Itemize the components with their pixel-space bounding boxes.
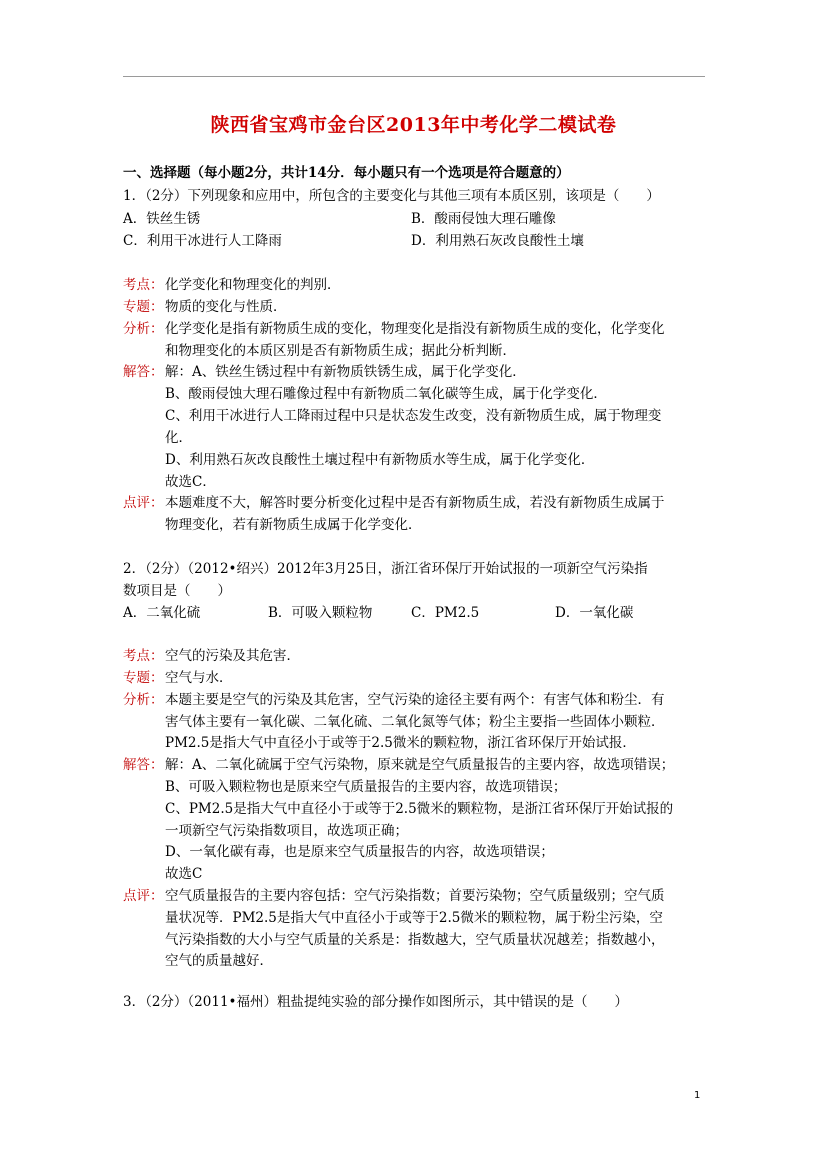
q2-dianping-line3: 气污染指数的大小与空气质量的关系是：指数越大，空气质量状况越差；指数越小， — [165, 932, 665, 948]
q2-option-c: C．PM2.5 — [411, 605, 480, 621]
q2-jieda-line3: C、PM2.5是指大气中直径小于或等于2.5微米的颗粒物，是浙江省环保厅开始试报的 — [165, 801, 674, 817]
q2-stem-line2: 数项目是（ ） — [123, 583, 231, 599]
q2-dianping-label: 点评： — [123, 888, 164, 904]
q2-zhuanti-label: 专题： — [123, 670, 164, 686]
q1-stem: 1．（2分）下列现象和应用中，所包含的主要变化与其他三项有本质区别，该项是（ ） — [123, 188, 660, 204]
q2-kaodian: 空气的污染及其危害． — [165, 648, 300, 664]
q2-option-b: B．可吸入颗粒物 — [268, 605, 373, 621]
page-number: 1 — [694, 1090, 701, 1101]
q2-dianping-line2: 量状况等．PM2.5是指大气中直径小于或等于2.5微米的颗粒物，属于粉尘污染，空 — [165, 910, 663, 926]
q1-dianping-label: 点评： — [123, 495, 164, 511]
q2-fenxi-line3: PM2.5是指大气中直径小于或等于2.5微米的颗粒物，浙江省环保厅开始试报． — [165, 735, 636, 751]
q2-option-d: D．一氧化碳 — [555, 605, 634, 621]
q2-jieda-line2: B、可吸入颗粒物也是原来空气质量报告的主要内容，故选项错误； — [165, 779, 567, 795]
q2-option-a: A．二氧化硫 — [123, 605, 201, 621]
q2-zhuanti: 空气与水． — [165, 670, 233, 686]
q1-option-b: B．酸雨侵蚀大理石雕像 — [411, 211, 556, 227]
q1-jieda-line3: C、利用干冰进行人工降雨过程中只是状态发生改变，没有新物质生成，属于物理变 — [165, 408, 662, 424]
q1-fenxi-label: 分析： — [123, 321, 164, 337]
q2-fenxi-line1: 本题主要是空气的污染及其危害，空气污染的途径主要有两个：有害气体和粉尘．有 — [165, 692, 665, 708]
q1-fenxi-line2: 和物理变化的本质区别是否有新物质生成；据此分析判断． — [165, 343, 516, 359]
q1-jieda-line5: D、利用熟石灰改良酸性土壤过程中有新物质水等生成，属于化学变化． — [165, 452, 595, 468]
q1-option-d: D．利用熟石灰改良酸性土壤 — [411, 233, 584, 249]
q2-dianping-line1: 空气质量报告的主要内容包括：空气污染指数；首要污染物；空气质量级别；空气质 — [165, 888, 665, 904]
q1-jieda-line1: 解：A、铁丝生锈过程中有新物质铁锈生成，属于化学变化． — [165, 364, 526, 380]
q2-jieda-label: 解答： — [123, 757, 164, 773]
q1-dianping-line2: 物理变化，若有新物质生成属于化学变化． — [165, 517, 422, 533]
q1-jieda-label: 解答： — [123, 364, 164, 380]
section-heading: 一、选择题（每小题2分，共计14分．每小题只有一个选项是符合题意的） — [123, 165, 570, 181]
page-title: 陕西省宝鸡市金台区2013年中考化学二模试卷 — [210, 114, 617, 136]
q1-jieda-line4: 化． — [165, 430, 192, 446]
q2-jieda-line1: 解：A、二氧化硫属于空气污染物，原来就是空气质量报告的主要内容，故选项错误； — [165, 757, 675, 773]
q2-jieda-line4: 一项新空气污染指数项目，故选项正确； — [165, 823, 408, 839]
q2-jieda-line5: D、一氧化碳有毒，也是原来空气质量报告的内容，故选项错误； — [165, 844, 554, 860]
q2-stem-line1: 2．（2分）（2012•绍兴）2012年3月25日，浙江省环保厅开始试报的一项新空气污染指 — [123, 561, 648, 577]
q1-kaodian-label: 考点： — [123, 277, 164, 293]
q1-jieda-line2: B、酸雨侵蚀大理石雕像过程中有新物质二氧化碳等生成，属于化学变化． — [165, 386, 607, 402]
q2-jieda-line6: 故选C — [165, 866, 203, 882]
q2-kaodian-label: 考点： — [123, 648, 164, 664]
q1-dianping-line1: 本题难度不大，解答时要分析变化过程中是否有新物质生成，若没有新物质生成属于 — [165, 495, 665, 511]
q1-option-c: C．利用干冰进行人工降雨 — [123, 233, 282, 249]
q1-jieda-line6: 故选C． — [165, 474, 216, 490]
q2-dianping-line4: 空气的质量越好． — [165, 953, 273, 969]
q1-kaodian: 化学变化和物理变化的判别． — [165, 277, 341, 293]
q2-fenxi-label: 分析： — [123, 692, 164, 708]
q1-zhuanti-label: 专题： — [123, 299, 164, 315]
q2-fenxi-line2: 害气体主要有一氧化碳、二氧化硫、二氧化氮等气体；粉尘主要指一些固体小颗粒． — [165, 714, 665, 730]
q1-zhuanti: 物质的变化与性质． — [165, 299, 287, 315]
q3-stem: 3．（2分）（2011•福州）粗盐提纯实验的部分操作如图所示，其中错误的是（ ） — [123, 994, 628, 1010]
q1-option-a: A．铁丝生锈 — [123, 211, 201, 227]
q1-fenxi-line1: 化学变化是指有新物质生成的变化，物理变化是指没有新物质生成的变化，化学变化 — [165, 321, 665, 337]
header-rule — [123, 76, 705, 77]
